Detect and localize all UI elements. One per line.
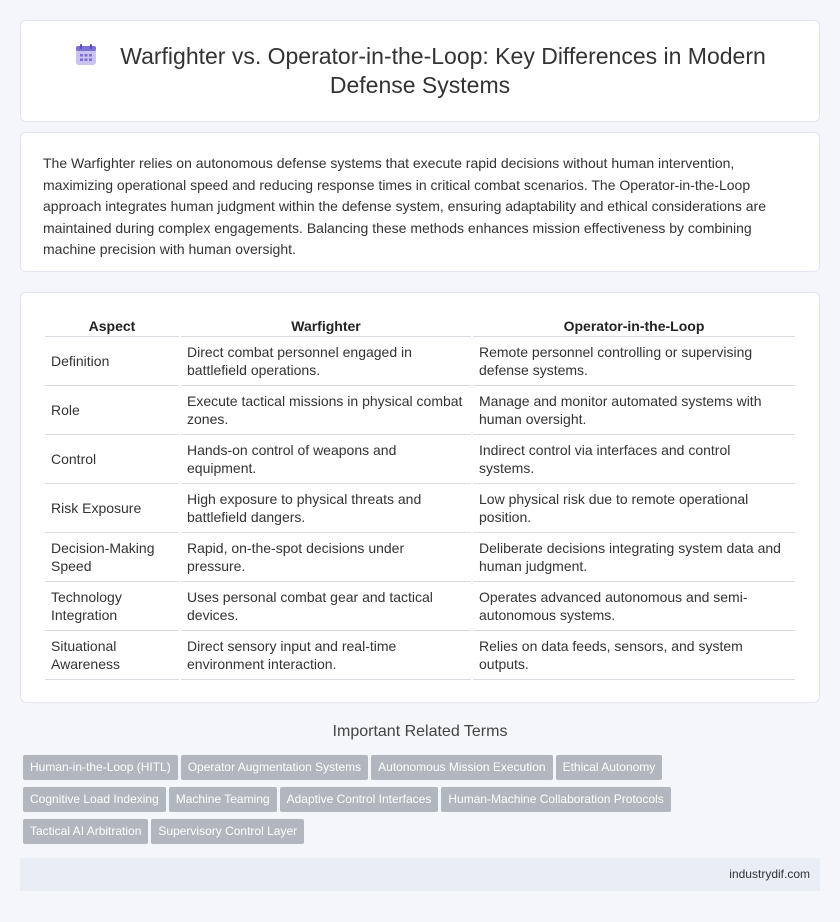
related-terms-list bbox=[23, 755, 723, 851]
header-card bbox=[20, 20, 820, 122]
related-term-tag[interactable]: Operator Augmentation Systems bbox=[181, 755, 368, 780]
related-term-tag[interactable]: Ethical Autonomy bbox=[556, 755, 663, 780]
table-cell-aspect: Risk Exposure bbox=[45, 484, 179, 533]
table-cell-aspect: Control bbox=[45, 435, 179, 484]
table-cell-aspect: Role bbox=[45, 386, 179, 435]
related-term-tag[interactable]: Human-Machine Collaboration Protocols bbox=[441, 787, 670, 812]
table-cell-aspect: Definition bbox=[45, 337, 179, 386]
related-term-tag[interactable]: Cognitive Load Indexing bbox=[23, 787, 166, 812]
table-row bbox=[45, 631, 795, 680]
table-cell-warfighter: Rapid, on-the-spot decisions under pressure. bbox=[181, 533, 471, 582]
table-cell-aspect: Situational Awareness bbox=[45, 631, 179, 680]
table-cell-operator: Remote personnel controlling or supervising defense systems. bbox=[473, 337, 795, 386]
column-header-operator: Operator-in-the-Loop bbox=[473, 315, 795, 337]
page-title-text: Warfighter vs. Operator-in-the-Loop: Key Differences in Modern Defense Systems bbox=[120, 43, 766, 98]
table-cell-aspect: Technology Integration bbox=[45, 582, 179, 631]
table-row bbox=[45, 435, 795, 484]
table-cell-operator: Deliberate decisions integrating system data and human judgment. bbox=[473, 533, 795, 582]
related-term-tag[interactable]: Tactical AI Arbitration bbox=[23, 819, 148, 844]
footer-site-link[interactable]: industrydif.com bbox=[729, 867, 810, 881]
table-row bbox=[45, 533, 795, 582]
table-cell-aspect: Decision-Making Speed bbox=[45, 533, 179, 582]
table-cell-warfighter: Execute tactical missions in physical combat zones. bbox=[181, 386, 471, 435]
related-term-tag[interactable]: Adaptive Control Interfaces bbox=[280, 787, 439, 812]
table-row bbox=[45, 484, 795, 533]
intro-paragraph: The Warfighter relies on autonomous defense systems that execute rapid decisions without human intervention, maximizing operational speed and reducing response times in critical combat scenarios. The Operator-in-the-Loop approach integrates human judgment within the defense system, ensuring adaptability and ethical considerations are maintained during complex engagements. Balancing these methods enhances mission effectiveness by combining machine precision with human oversight. bbox=[43, 155, 766, 257]
comparison-table bbox=[43, 315, 797, 680]
table-cell-warfighter: Hands-on control of weapons and equipment. bbox=[181, 435, 471, 484]
related-term-tag[interactable]: Machine Teaming bbox=[169, 787, 277, 812]
column-header-aspect: Aspect bbox=[45, 315, 179, 337]
related-term-tag[interactable]: Human-in-the-Loop (HITL) bbox=[23, 755, 178, 780]
table-row bbox=[45, 386, 795, 435]
related-term-tag[interactable]: Supervisory Control Layer bbox=[151, 819, 304, 844]
table-cell-operator: Indirect control via interfaces and control systems. bbox=[473, 435, 795, 484]
footer bbox=[20, 858, 820, 891]
related-term-tag[interactable]: Autonomous Mission Execution bbox=[371, 755, 552, 780]
related-terms-heading: Important Related Terms bbox=[332, 723, 508, 740]
table-cell-operator: Relies on data feeds, sensors, and system outputs. bbox=[473, 631, 795, 680]
table-cell-warfighter: Direct sensory input and real-time environment interaction. bbox=[181, 631, 471, 680]
table-row bbox=[45, 582, 795, 631]
table-cell-operator: Manage and monitor automated systems with human oversight. bbox=[473, 386, 795, 435]
table-cell-warfighter: Uses personal combat gear and tactical devices. bbox=[181, 582, 471, 631]
table-cell-warfighter: Direct combat personnel engaged in battlefield operations. bbox=[181, 337, 471, 386]
table-row bbox=[45, 337, 795, 386]
table-cell-warfighter: High exposure to physical threats and battlefield dangers. bbox=[181, 484, 471, 533]
page-title bbox=[61, 42, 779, 100]
column-header-warfighter: Warfighter bbox=[181, 315, 471, 337]
table-header-row bbox=[45, 315, 795, 337]
table-cell-operator: Low physical risk due to remote operational position. bbox=[473, 484, 795, 533]
calendar-grid-icon bbox=[74, 43, 98, 67]
table-cell-operator: Operates advanced autonomous and semi-autonomous systems. bbox=[473, 582, 795, 631]
comparison-table-card bbox=[20, 292, 820, 703]
intro-card bbox=[20, 132, 820, 272]
